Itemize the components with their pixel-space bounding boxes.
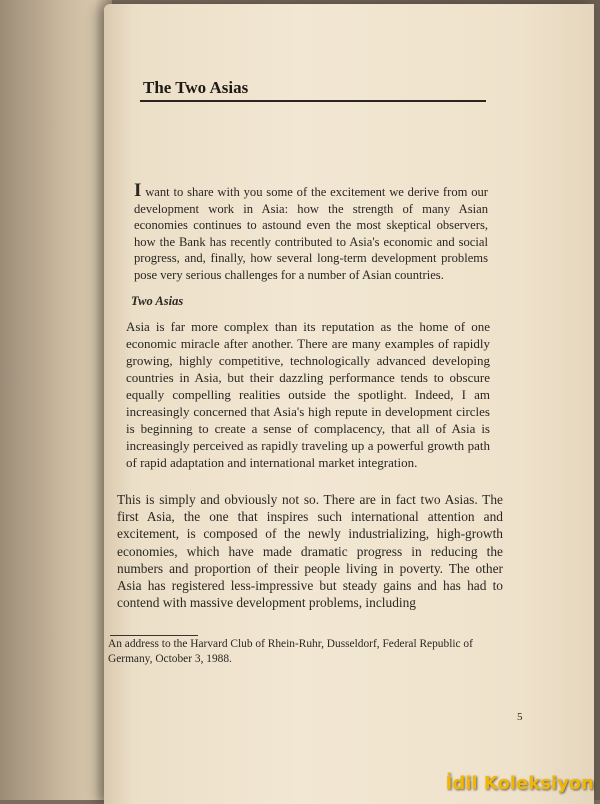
chapter-title: The Two Asias xyxy=(143,78,249,97)
section-heading: Two Asias xyxy=(131,294,184,308)
intro-text: want to share with you some of the excitement we derive from our development work in Asia: how the strength of many Asian economies continues to astound even the most skeptical observers, how the Bank has recently contributed to Asia's economic and social progress, and, finally, how several long-term development problems pose very serious challenges for a number of Asian countries. xyxy=(134,185,488,282)
drop-cap: I xyxy=(134,180,142,201)
watermark: İdil Koleksiyon xyxy=(445,773,594,794)
body-paragraph-2: This is simply and obviously not so. There are in fact two Asias. The first Asia, the one that inspires such international attention and excitement, is composed of the newly industrializing, high-growth economies, which have made dramatic progress in reducing the numbers and proportion of their people living in poverty. The other Asia has registered less-impressive but steady gains and has had to contend with massive development problems, including xyxy=(117,492,503,611)
footnote-rule xyxy=(110,635,198,636)
previous-page-edge xyxy=(0,0,112,800)
title-rule xyxy=(140,100,486,102)
intro-paragraph xyxy=(134,180,488,283)
page-number: 5 xyxy=(517,711,523,723)
footnote: An address to the Harvard Club of Rhein-Ruhr, Dusseldorf, Federal Republic of Germany, October 3, 1988. xyxy=(108,638,473,665)
body-paragraph-1: Asia is far more complex than its reputation as the home of one economic miracle after another. There are many examples of rapidly growing, highly competitive, technologically advanced developing countries in Asia, but their dazzling performance tends to obscure equally compelling realities outside the spotlight. Indeed, I am increasingly concerned that Asia's high repute in development circles is beginning to create a sense of complacency, that all of Asia is increasingly perceived as rapidly traveling up a powerful growth path of rapid adaptation and international market integration. xyxy=(126,319,490,470)
